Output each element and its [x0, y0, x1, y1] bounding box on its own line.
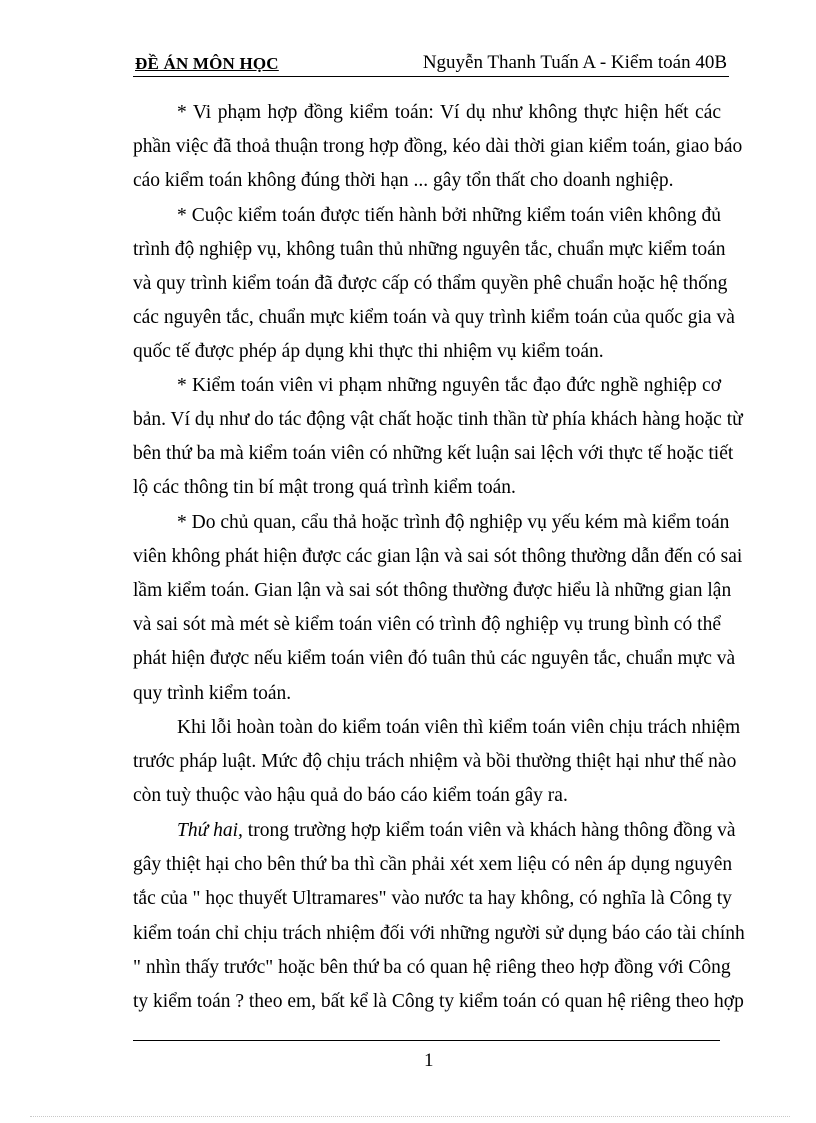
page-bottom-border [30, 1116, 790, 1117]
body-line: * Do chủ quan, cẩu thả hoặc trình độ nghiệp vụ yếu kém mà kiểm toán [177, 512, 730, 533]
body-line-rest: trong trường hợp kiểm toán viên và khách hàng thông đồng và [247, 820, 736, 841]
body-line: viên không phát hiện được các gian lận và sai sót thông thường dẫn đến có sai [133, 546, 743, 567]
italic-lead: Thứ hai, [177, 820, 243, 841]
body-line: và quy trình kiểm toán đã được cấp có thẩm quyền phê chuẩn hoặc hệ thống [133, 273, 728, 294]
body-line: phần việc đã thoả thuận trong hợp đồng, kéo dài thời gian kiểm toán, giao báo [133, 136, 743, 157]
body-line [177, 814, 736, 848]
body-line: Khi lỗi hoàn toàn do kiểm toán viên thì kiểm toán viên chịu trách nhiệm [177, 717, 741, 738]
body-line: kiểm toán chỉ chịu trách nhiệm đối với những người sử dụng báo cáo tài chính [133, 923, 745, 944]
page-header [133, 50, 729, 77]
body-line: gây thiệt hại cho bên thứ ba thì cần phải xét xem liệu có nên áp dụng nguyên [133, 854, 733, 875]
body-line: * Vi phạm hợp đồng kiểm toán: Ví dụ như không thực hiện hết các [177, 102, 721, 123]
body-line: các nguyên tắc, chuẩn mực kiểm toán và quy trình kiểm toán của quốc gia và [133, 307, 735, 328]
body-line: bên thứ ba mà kiểm toán viên có những kết luận sai lệch với thực tế hoặc tiết [133, 443, 734, 464]
body-line: trình độ nghiệp vụ, không tuân thủ những nguyên tắc, chuẩn mực kiểm toán [133, 239, 726, 260]
body-line: phát hiện được nếu kiểm toán viên đó tuân thủ các nguyên tắc, chuẩn mực và [133, 648, 736, 669]
document-type: ĐỀ ÁN MÔN HỌC [135, 54, 279, 73]
body-line: cáo kiểm toán không đúng thời hạn ... gây tổn thất cho doanh nghiệp. [133, 170, 674, 191]
body-line: bản. Ví dụ như do tác động vật chất hoặc tinh thần từ phía khách hàng hoặc từ [133, 409, 743, 430]
body-line: quy trình kiểm toán. [133, 683, 292, 704]
body-line: tắc của " học thuyết Ultramares" vào nước ta hay không, có nghĩa là Công ty [133, 888, 732, 909]
body-line: quốc tế được phép áp dụng khi thực thi nhiệm vụ kiểm toán. [133, 341, 604, 362]
body-line: trước pháp luật. Mức độ chịu trách nhiệm và bồi thường thiệt hại như thế nào [133, 751, 737, 772]
footer-divider [133, 1040, 720, 1041]
body-line: còn tuỳ thuộc vào hậu quả do báo cáo kiểm toán gây ra. [133, 785, 568, 806]
body-line: " nhìn thấy trước" hoặc bên thứ ba có quan hệ riêng theo hợp đồng với Công [133, 957, 731, 978]
body-line: * Kiểm toán viên vi phạm những nguyên tắc đạo đức nghề nghiệp cơ [177, 375, 721, 396]
body-line: lộ các thông tin bí mật trong quá trình kiểm toán. [133, 477, 516, 498]
body-line: * Cuộc kiểm toán được tiến hành bởi những kiểm toán viên không đủ [177, 205, 721, 226]
body-line: lầm kiểm toán. Gian lận và sai sót thông thường được hiểu là những gian lận [133, 580, 732, 601]
page-number: 1 [424, 1050, 434, 1071]
body-line: ty kiểm toán ? theo em, bất kể là Công ty kiểm toán có quan hệ riêng theo hợp [133, 991, 744, 1012]
body-line: và sai sót mà mét sè kiểm toán viên có trình độ nghiệp vụ trung bình có thể [133, 614, 721, 635]
author-info: Nguyễn Thanh Tuấn A - Kiểm toán 40B [422, 52, 727, 73]
